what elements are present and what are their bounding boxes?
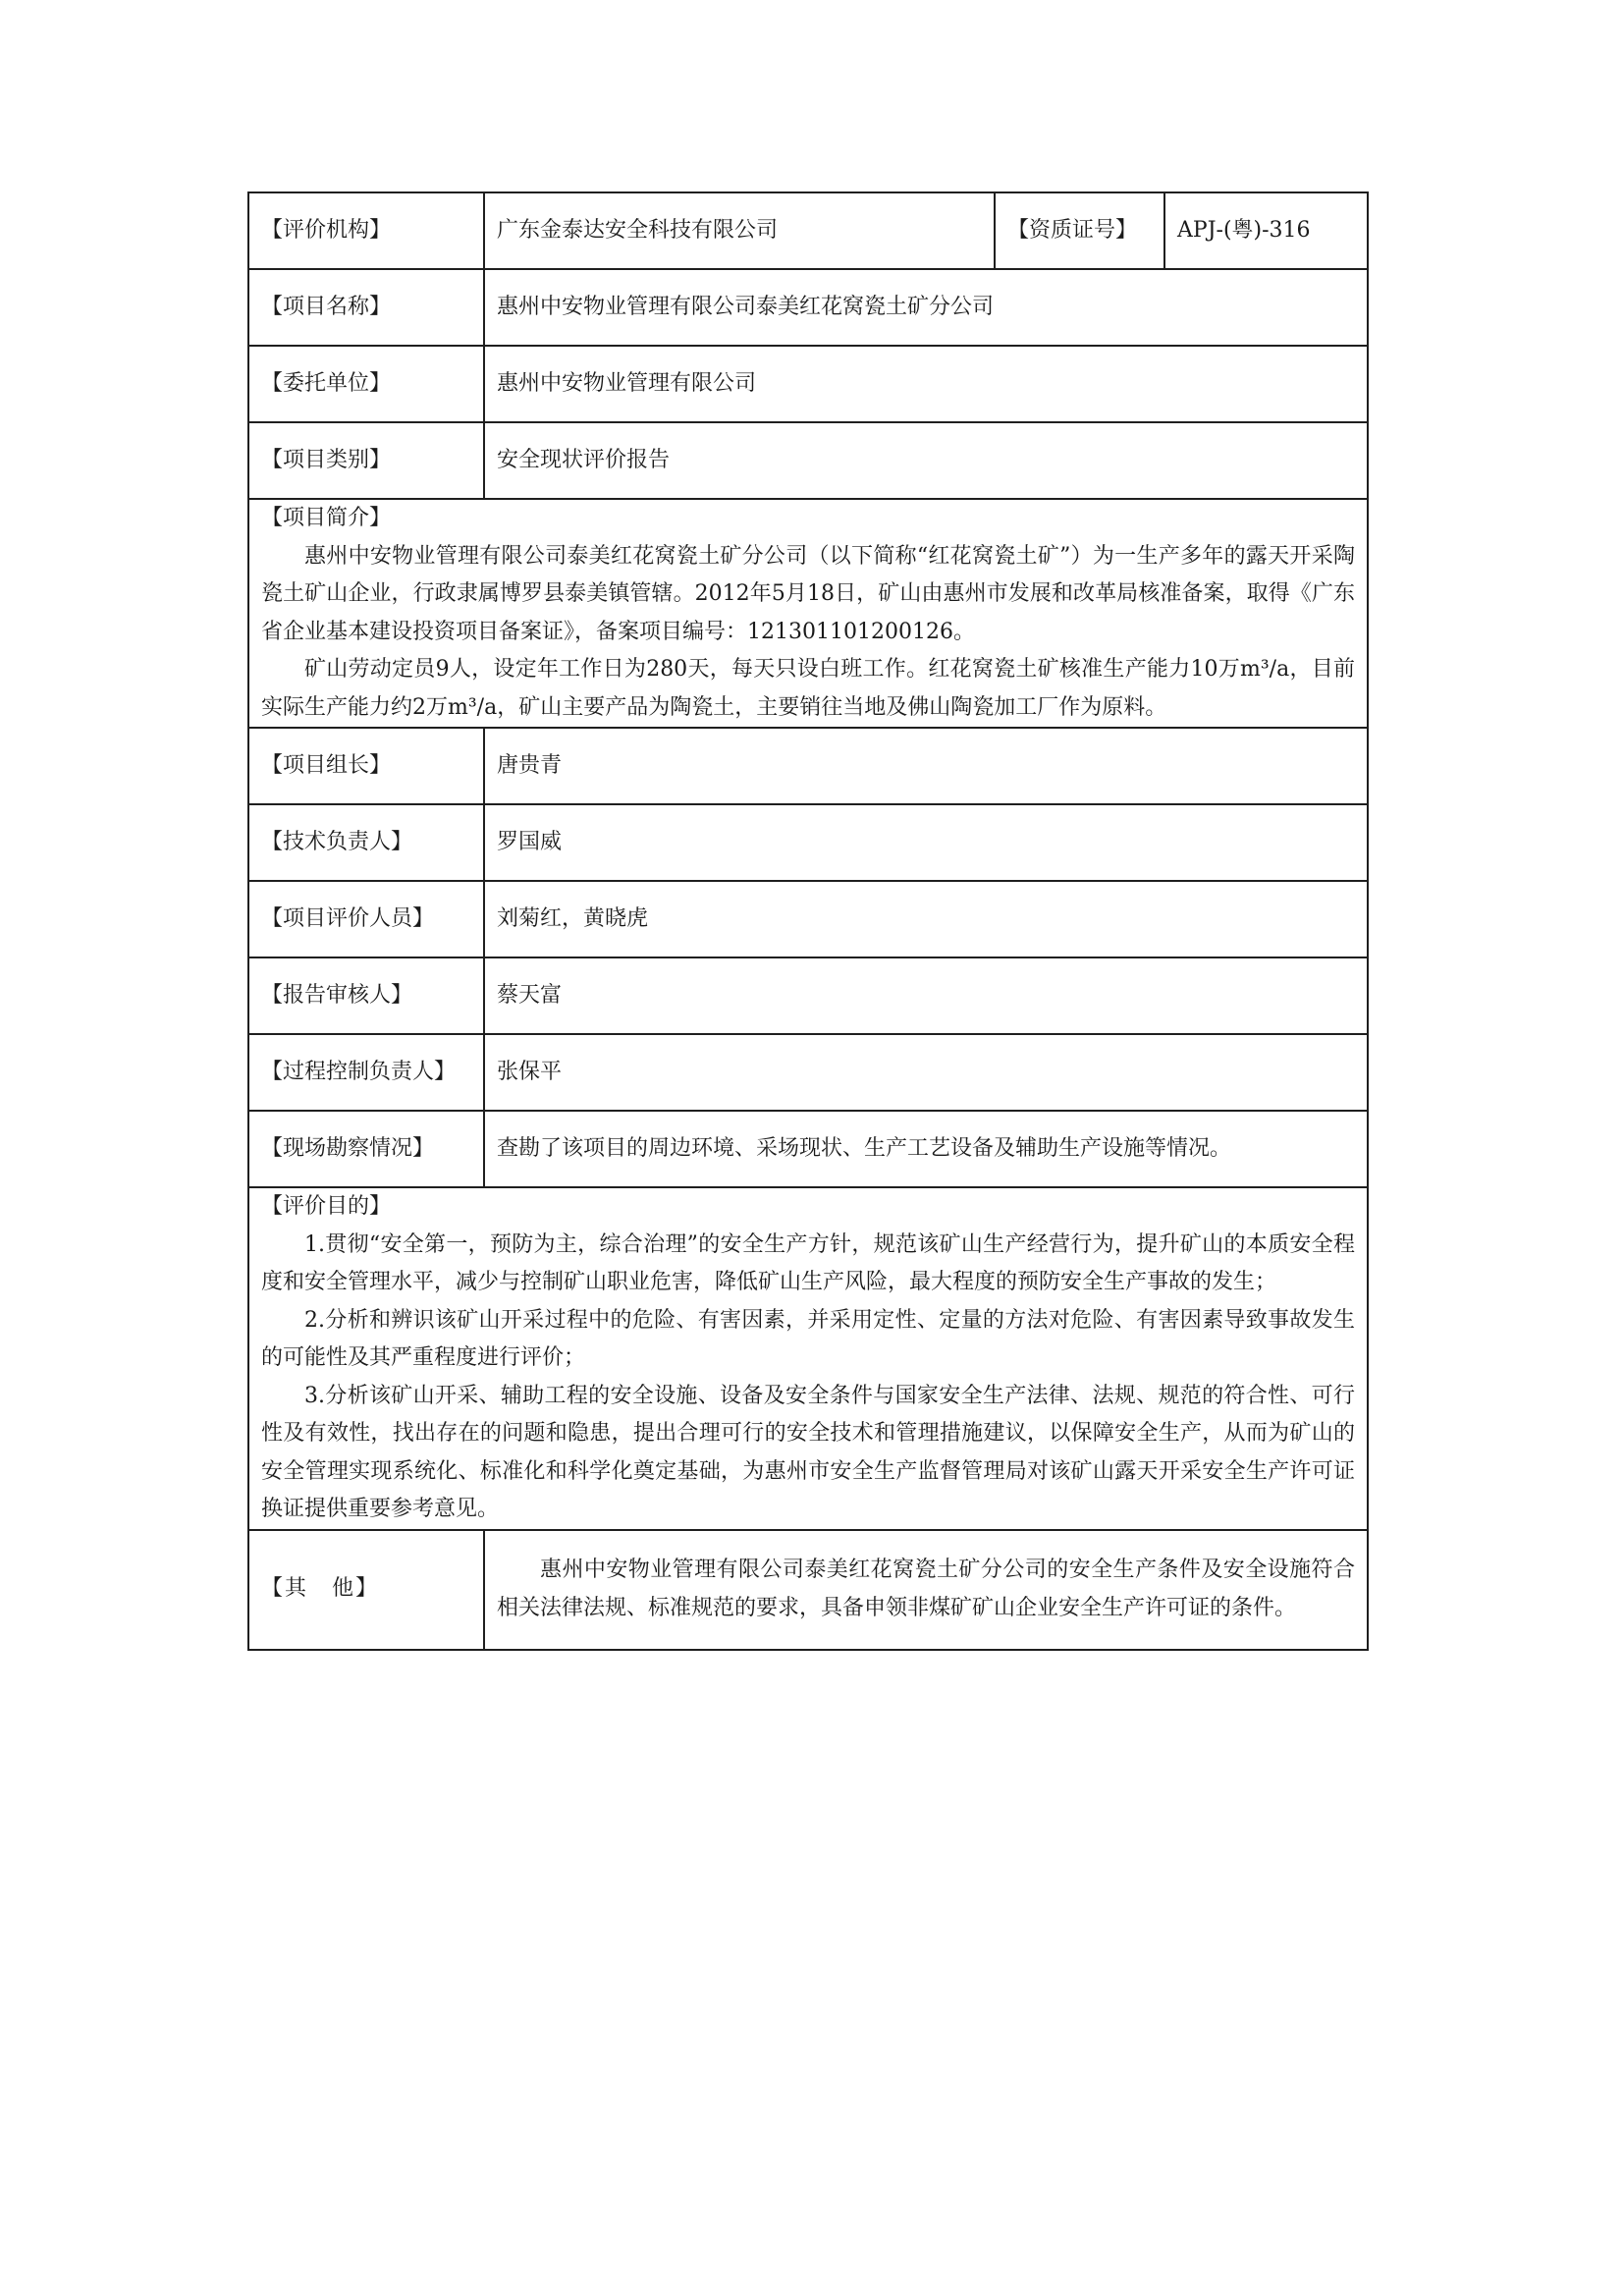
purpose-row [248,1187,1368,1530]
leader-label: 【项目组长】 [248,728,484,804]
other-row [248,1530,1368,1650]
purpose-paragraph: 3.分析该矿山开采、辅助工程的安全设施、设备及安全条件与国家安全生产法律、法规、规范的符合性、可行性及有效性，找出存在的问题和隐患，提出合理可行的安全技术和管理措施建议，以保障安全生产，从而为矿山的安全管理实现系统化、标准化和科学化奠定基础，为惠州市安全生产监督管理局对该矿山露天开采安全生产许可证换证提供重要参考意见。 [261,1383,1355,1521]
other-value-cell [484,1530,1368,1650]
client-row [248,346,1368,422]
cert-value: APJ-(粤)-316 [1164,192,1368,269]
category-row [248,422,1368,499]
reviewer-label: 【报告审核人】 [248,957,484,1034]
client-value: 惠州中安物业管理有限公司 [484,346,1368,422]
intro-block [248,499,1368,728]
intro-title: 【项目简介】 [261,506,392,530]
project-name-value: 惠州中安物业管理有限公司泰美红花窝瓷土矿分公司 [484,269,1368,346]
client-label: 【委托单位】 [248,346,484,422]
cert-label: 【资质证号】 [995,192,1164,269]
survey-value: 查勘了该项目的周边环境、采场现状、生产工艺设备及辅助生产设施等情况。 [484,1111,1368,1187]
reviewer-row [248,957,1368,1034]
purpose-block [248,1187,1368,1530]
reviewer-value: 蔡天富 [484,957,1368,1034]
process-value: 张保平 [484,1034,1368,1111]
survey-row [248,1111,1368,1187]
category-label: 【项目类别】 [248,422,484,499]
org-value: 广东金泰达安全科技有限公司 [484,192,995,269]
intro-row [248,499,1368,728]
tech-row [248,804,1368,881]
intro-paragraph: 惠州中安物业管理有限公司泰美红花窝瓷土矿分公司（以下简称“红花窝瓷土矿”）为一生产多年的露天开采陶瓷土矿山企业，行政隶属博罗县泰美镇管辖。2012年5月18日，矿山由惠州市发展和改革局核准备案，取得《广东省企业基本建设投资项目备案证》，备案项目编号：121301101200126。 [261,543,1355,644]
project-name-row [248,269,1368,346]
leader-row [248,728,1368,804]
evaluators-row [248,881,1368,957]
process-label: 【过程控制负责人】 [248,1034,484,1111]
evaluators-label: 【项目评价人员】 [248,881,484,957]
purpose-paragraph: 2.分析和辨识该矿山开采过程中的危险、有害因素，并采用定性、定量的方法对危险、有害因素导致事故发生的可能性及其严重程度进行评价； [261,1307,1355,1370]
category-value: 安全现状评价报告 [484,422,1368,499]
evaluators-value: 刘菊红，黄晓虎 [484,881,1368,957]
survey-label: 【现场勘察情况】 [248,1111,484,1187]
org-label: 【评价机构】 [248,192,484,269]
org-row [248,192,1368,269]
process-row [248,1034,1368,1111]
tech-label: 【技术负责人】 [248,804,484,881]
other-label: 【其 他】 [248,1530,484,1650]
intro-paragraph: 矿山劳动定员9人，设定年工作日为280天，每天只设白班工作。红花窝瓷土矿核准生产能力10万m³/a，目前实际生产能力约2万m³/a，矿山主要产品为陶瓷土，主要销往当地及佛山陶瓷加工厂作为原料。 [261,657,1355,720]
purpose-title: 【评价目的】 [261,1194,392,1219]
other-value: 惠州中安物业管理有限公司泰美红花窝瓷土矿分公司的安全生产条件及安全设施符合相关法律法规、标准规范的要求，具备申领非煤矿矿山企业安全生产许可证的条件。 [497,1558,1355,1620]
project-name-label: 【项目名称】 [248,269,484,346]
purpose-paragraph: 1.贯彻“安全第一，预防为主，综合治理”的安全生产方针，规范该矿山生产经营行为，提升矿山的本质安全程度和安全管理水平，减少与控制矿山职业危害，降低矿山生产风险，最大程度的预防安全生产事故的发生； [261,1231,1355,1294]
evaluation-info-table [247,191,1369,1651]
leader-value: 唐贵青 [484,728,1368,804]
tech-value: 罗国威 [484,804,1368,881]
